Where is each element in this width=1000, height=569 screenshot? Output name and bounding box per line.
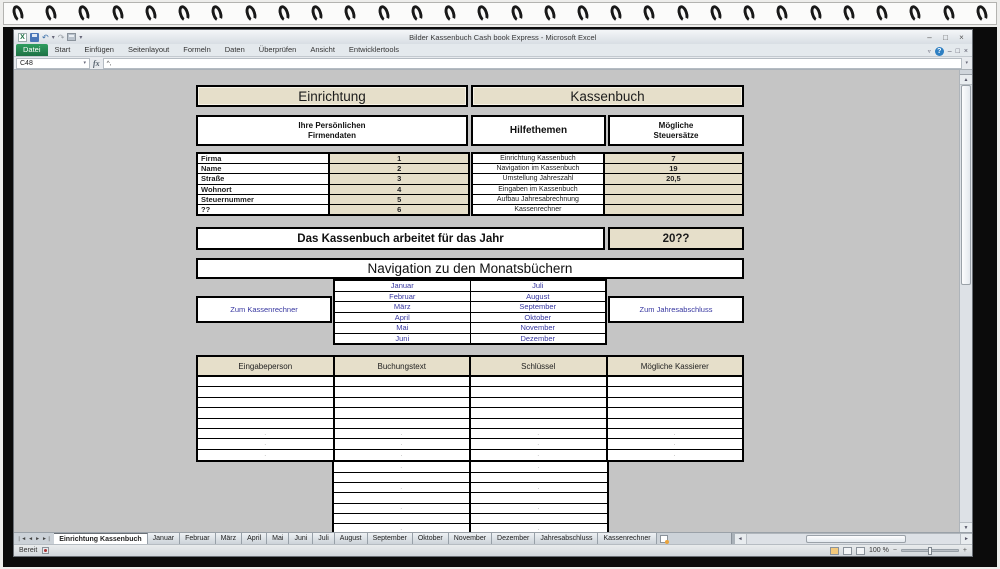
scroll-left-icon[interactable]: ◄	[735, 534, 747, 544]
spiral-ring-icon	[808, 4, 823, 23]
name-box-value: C48	[20, 59, 33, 67]
cell-dot: .	[537, 526, 540, 532]
hilfe-row	[473, 174, 742, 184]
spiral-ring-icon	[44, 4, 59, 23]
spacer-cell	[196, 504, 332, 514]
sheet-tab-oktober[interactable]: Oktober	[413, 533, 449, 544]
spacer-cell	[609, 514, 745, 524]
name-box-dropdown-icon[interactable]: ▾	[83, 60, 86, 66]
firmendaten-value[interactable]: 1	[330, 154, 468, 163]
ribbon-tab-formeln[interactable]: Formeln	[183, 45, 211, 54]
macro-record-icon[interactable]	[42, 547, 49, 554]
fx-icon[interactable]: fx	[93, 58, 100, 68]
page-layout-view-icon[interactable]	[843, 547, 852, 555]
month-link-mai[interactable]: Mai	[335, 323, 471, 333]
spiral-ring-icon	[941, 4, 956, 23]
first-sheet-icon[interactable]: ❘◄	[17, 535, 27, 542]
cell-dot: .	[400, 441, 403, 448]
window-title: Bilder Kassenbuch Cash book Express - Microsoft Excel	[409, 32, 597, 42]
excel-window	[14, 30, 972, 556]
cell-dot: .	[537, 463, 540, 470]
next-sheet-icon[interactable]: ►	[35, 535, 41, 542]
cell-dot: .	[400, 505, 403, 512]
empty-cell[interactable]	[608, 387, 743, 397]
sheet-tab-mai[interactable]: Mai	[267, 533, 289, 544]
spacer-cell	[609, 524, 745, 532]
table-row	[198, 387, 742, 397]
empty-cell[interactable]	[335, 429, 472, 439]
month-link-august[interactable]: August	[526, 291, 550, 301]
minimize-button[interactable]: –	[927, 32, 932, 42]
table-row	[198, 408, 742, 418]
month-link-januar[interactable]: Januar	[335, 281, 471, 291]
spiral-ring-icon	[775, 4, 790, 23]
empty-cell[interactable]	[608, 429, 743, 439]
month-link-oktober[interactable]: Oktober	[524, 312, 552, 322]
cell-dot: .	[400, 526, 403, 532]
month-link-april[interactable]: April	[335, 313, 471, 323]
status-bar	[14, 544, 972, 556]
steuersatz-value[interactable]: 7	[605, 154, 742, 163]
empty-cell[interactable]	[198, 439, 335, 449]
ribbon-tab-bar	[14, 44, 972, 57]
column-header-steuersaetze	[608, 115, 744, 146]
steuersatz-value[interactable]	[605, 185, 742, 194]
status-bar-right	[830, 547, 967, 555]
spiral-ring-icon	[310, 4, 325, 23]
sheet-tab-einrichtung-kassenbuch[interactable]: Einrichtung Kassenbuch	[54, 533, 147, 544]
empty-cell[interactable]	[608, 398, 743, 408]
cell-dot: .	[400, 430, 403, 437]
kassierer-table	[196, 355, 744, 532]
scroll-up-icon[interactable]: ▲	[960, 75, 972, 85]
empty-cell[interactable]	[471, 398, 608, 408]
jahresabschluss-link[interactable]: Zum Jahresabschluss	[608, 296, 744, 323]
firmendaten-line2: Firmendaten	[307, 130, 356, 140]
zoom-slider[interactable]	[901, 549, 959, 552]
empty-cell[interactable]	[335, 419, 472, 429]
sheet-tab-bar	[14, 532, 972, 544]
zoom-slider-thumb[interactable]	[928, 547, 932, 555]
month-link-m-rz[interactable]: März	[335, 302, 471, 312]
sheet-tab-dezember[interactable]: Dezember	[492, 533, 535, 544]
redo-icon[interactable]: ↷	[57, 32, 65, 42]
spacer-cell	[609, 462, 745, 472]
hilfe-topic[interactable]: Einrichtung Kassenbuch	[473, 154, 605, 163]
cell-dot: .	[673, 430, 676, 437]
empty-cell[interactable]	[471, 450, 608, 460]
steuersatz-value[interactable]: 20,5	[605, 174, 742, 183]
empty-cell[interactable]	[608, 419, 743, 429]
spacer-cell	[609, 493, 745, 503]
ribbon-tabs	[16, 44, 406, 56]
sheet-tab-januar[interactable]: Januar	[148, 533, 180, 544]
workbook-close-icon[interactable]: ×	[963, 48, 968, 55]
firmendaten-table	[196, 152, 470, 216]
spacer-cell	[196, 493, 332, 503]
table-row	[198, 419, 742, 429]
empty-cell[interactable]	[608, 377, 743, 387]
spiral-ring-icon	[409, 4, 424, 23]
hilfe-row	[473, 195, 742, 205]
month-row	[335, 334, 605, 344]
undo-icon[interactable]: ↶	[42, 32, 49, 42]
ribbon-tab-start[interactable]: Start	[54, 45, 71, 54]
spiral-ring-icon	[509, 4, 524, 23]
empty-cell[interactable]	[471, 504, 609, 514]
ribbon-tab-entwicklertools[interactable]: Entwicklertools	[348, 45, 399, 54]
empty-cell[interactable]	[471, 462, 609, 472]
empty-cell[interactable]	[471, 439, 608, 449]
hilfe-topic[interactable]: Navigation im Kassenbuch	[473, 164, 605, 173]
ribbon-tab-berpr-fen[interactable]: Überprüfen	[258, 45, 297, 54]
table-row	[196, 483, 744, 493]
undo-dropdown-icon[interactable]: ▾	[51, 34, 55, 41]
firmendaten-label: Steuernummer	[198, 195, 330, 204]
sheet-tabs	[54, 533, 656, 544]
empty-cell[interactable]	[471, 473, 609, 483]
cell-dot: .	[400, 463, 403, 470]
spacer-cell	[196, 473, 332, 483]
kassierer-header-m-gliche-kassierer: Mögliche Kassierer	[640, 361, 709, 371]
name-box[interactable]	[16, 58, 90, 69]
empty-cell[interactable]	[471, 429, 608, 439]
spiral-ring-icon	[908, 4, 923, 23]
hilfe-topic[interactable]: Aufbau Jahresabrechnung	[473, 195, 605, 204]
qat-customize-icon[interactable]: ▾	[79, 34, 83, 41]
vertical-scroll-thumb[interactable]	[961, 85, 971, 285]
firmendaten-value[interactable]: 4	[330, 185, 468, 194]
spiral-ring-icon	[576, 4, 591, 23]
empty-cell[interactable]	[332, 524, 472, 532]
empty-cell[interactable]	[471, 514, 609, 524]
table-row	[198, 450, 742, 460]
empty-cell[interactable]	[335, 377, 472, 387]
month-row	[335, 323, 605, 334]
empty-cell[interactable]	[471, 377, 608, 387]
spiral-ring-icon	[974, 4, 989, 23]
zoom-out-icon[interactable]: −	[892, 547, 897, 554]
month-link-september[interactable]: September	[519, 302, 557, 312]
month-link-juli[interactable]: Juli	[532, 281, 544, 291]
scroll-right-icon[interactable]: ►	[960, 534, 972, 544]
cell-dot: .	[537, 484, 540, 491]
table-row	[198, 439, 742, 449]
kassierer-header-eingabeperson: Eingabeperson	[198, 357, 335, 375]
kassierer-table-middle-body	[196, 462, 744, 532]
hilfe-row	[473, 154, 742, 164]
cell-dot: .	[537, 441, 540, 448]
spiral-ring-icon	[144, 4, 159, 23]
ribbon-collapse-icon[interactable]: ▿	[927, 49, 931, 55]
firmendaten-label: Wohnort	[198, 185, 330, 194]
ribbon-tab-seitenlayout[interactable]: Seitenlayout	[127, 45, 170, 54]
print-preview-icon[interactable]	[67, 33, 76, 41]
spiral-ring-icon	[742, 4, 757, 23]
worksheet-area[interactable]	[14, 70, 972, 532]
column-header-hilfethemen	[471, 115, 606, 146]
ribbon-tab-einf-gen[interactable]: Einfügen	[84, 45, 114, 54]
tab-bar-spacer	[671, 533, 731, 544]
month-link-februar[interactable]: Februar	[335, 292, 471, 302]
empty-cell[interactable]	[335, 398, 472, 408]
table-row	[196, 524, 744, 532]
empty-cell[interactable]	[198, 419, 335, 429]
empty-cell[interactable]	[198, 429, 335, 439]
cell-dot: .	[264, 441, 267, 448]
firmendaten-row	[198, 174, 468, 184]
empty-cell[interactable]	[335, 439, 472, 449]
firmendaten-value[interactable]: 2	[330, 164, 468, 173]
table-row	[198, 377, 742, 387]
firmendaten-value[interactable]: 3	[330, 174, 468, 183]
months-nav-table	[333, 279, 607, 345]
spacer-cell	[196, 462, 332, 472]
empty-cell[interactable]	[608, 439, 743, 449]
zoom-level: 100 %	[868, 547, 889, 554]
spacer-cell	[609, 473, 745, 483]
cell-dot: .	[264, 430, 267, 437]
firmendaten-row	[198, 164, 468, 174]
spacer-cell	[196, 483, 332, 493]
firmendaten-label: Straße	[198, 174, 330, 183]
empty-cell[interactable]	[471, 524, 609, 532]
spiral-ring-icon	[343, 4, 358, 23]
formula-bar	[14, 57, 972, 70]
help-icon[interactable]: ?	[935, 47, 944, 56]
cell-dot: .	[264, 451, 267, 458]
quick-access-toolbar	[18, 33, 82, 42]
sheet-tab-navigation	[14, 533, 54, 544]
window-controls	[923, 32, 968, 42]
sheet-tab-september[interactable]: September	[368, 533, 413, 544]
firmendaten-label: ??	[198, 205, 330, 214]
empty-cell[interactable]	[471, 483, 609, 493]
month-link-november[interactable]: November	[520, 323, 556, 333]
status-mode: Bereit	[19, 547, 38, 554]
column-header-firmendaten	[196, 115, 468, 146]
cell-dot: .	[537, 451, 540, 458]
steuersaetze-line1: Mögliche	[658, 120, 694, 130]
empty-cell[interactable]	[198, 450, 335, 460]
empty-cell[interactable]	[198, 377, 335, 387]
month-row	[335, 302, 605, 313]
empty-cell[interactable]	[332, 483, 472, 493]
empty-cell[interactable]	[608, 408, 743, 418]
table-row	[198, 398, 742, 408]
ribbon-right-controls	[928, 47, 970, 56]
spiral-ring-icon	[709, 4, 724, 23]
spiral-ring-icon	[110, 4, 125, 23]
close-button[interactable]: ×	[959, 32, 964, 42]
empty-cell[interactable]	[198, 398, 335, 408]
sheet-tab-jahresabschluss[interactable]: Jahresabschluss	[535, 533, 598, 544]
spiral-ring-icon	[642, 4, 657, 23]
ribbon-tab-ansicht[interactable]: Ansicht	[310, 45, 335, 54]
spiral-ring-icon	[276, 4, 291, 23]
sheet-tab-m-rz[interactable]: März	[216, 533, 243, 544]
spiral-binding	[3, 2, 997, 25]
kassierer-header-buchungstext: Buchungstext	[335, 357, 472, 375]
steuersatz-value[interactable]	[605, 205, 742, 214]
formula-bar-expand-icon[interactable]: ▾	[965, 60, 968, 66]
insert-worksheet-icon	[660, 535, 668, 543]
cell-dot: .	[537, 505, 540, 512]
formula-input[interactable]: ^,	[103, 58, 963, 69]
spiral-ring-icon	[476, 4, 491, 23]
cell-dot: .	[673, 441, 676, 448]
spiral-ring-icon	[376, 4, 391, 23]
firmendaten-row	[198, 154, 468, 164]
sheet-tab-august[interactable]: August	[335, 533, 368, 544]
months-nav-header: Navigation zu den Monatsbüchern	[196, 258, 744, 279]
vertical-scrollbar[interactable]	[959, 70, 972, 532]
kassierer-header-schl-ssel: Schlüssel	[471, 357, 608, 375]
empty-cell[interactable]	[198, 387, 335, 397]
hilfethemen-label: Hilfethemen	[509, 125, 568, 136]
horizontal-scroll-thumb[interactable]	[806, 535, 906, 543]
section-header-einrichtung[interactable]: Einrichtung	[196, 85, 468, 107]
firmendaten-label: Firma	[198, 154, 330, 163]
spacer-cell	[196, 514, 332, 524]
cell-dot: .	[673, 451, 676, 458]
spacer-cell	[609, 483, 745, 493]
ribbon-tab-daten[interactable]: Daten	[224, 45, 245, 54]
zoom-in-icon[interactable]: +	[962, 547, 967, 554]
empty-cell[interactable]	[471, 387, 608, 397]
workbook-restore-icon[interactable]: □	[955, 48, 960, 55]
spiral-ring-icon	[11, 4, 26, 23]
spiral-ring-icon	[177, 4, 192, 23]
month-row	[335, 281, 605, 292]
spiral-ring-icon	[875, 4, 890, 23]
firmendaten-row	[198, 185, 468, 195]
sheet-tab-kassenrechner[interactable]: Kassenrechner	[598, 533, 656, 544]
cell-dot: .	[400, 484, 403, 491]
insert-worksheet-button[interactable]	[657, 533, 671, 544]
steuersaetze-line2: Steuersätze	[653, 130, 699, 140]
month-link-juni[interactable]: Juni	[335, 334, 471, 344]
workbook-minimize-icon[interactable]: –	[947, 48, 952, 55]
empty-cell[interactable]	[332, 504, 472, 514]
firmendaten-row	[198, 205, 468, 214]
empty-cell[interactable]	[335, 387, 472, 397]
kassenrechner-link[interactable]: Zum Kassenrechner	[196, 296, 332, 323]
sheet-tab-juli[interactable]: Juli	[313, 533, 335, 544]
cell-dot: .	[400, 451, 403, 458]
save-icon[interactable]	[30, 33, 39, 42]
spiral-ring-icon	[542, 4, 557, 23]
empty-cell[interactable]	[332, 473, 472, 483]
empty-cell[interactable]	[332, 462, 472, 472]
empty-cell[interactable]	[471, 408, 608, 418]
table-row	[196, 504, 744, 514]
year-banner-label: Das Kassenbuch arbeitet für das Jahr	[196, 227, 605, 250]
firmendaten-row	[198, 195, 468, 205]
page-break-view-icon[interactable]	[856, 547, 865, 555]
table-row	[196, 473, 744, 483]
table-row	[196, 493, 744, 503]
prev-sheet-icon[interactable]: ◄	[28, 535, 34, 542]
empty-cell[interactable]	[332, 493, 472, 503]
empty-cell[interactable]	[471, 419, 608, 429]
title-bar	[14, 30, 972, 44]
firmendaten-value[interactable]: 5	[330, 195, 468, 204]
spiral-ring-icon	[77, 4, 92, 23]
ribbon-tab-datei[interactable]: Datei	[16, 44, 48, 56]
section-header-kassenbuch[interactable]: Kassenbuch	[471, 85, 744, 107]
empty-cell[interactable]	[332, 514, 472, 524]
scroll-down-icon[interactable]: ▼	[960, 522, 972, 532]
hilfe-topic[interactable]: Umstellung Jahreszahl	[473, 174, 605, 183]
month-link-dezember[interactable]: Dezember	[520, 333, 556, 343]
table-row	[198, 429, 742, 439]
hilfe-row	[473, 205, 742, 214]
empty-cell[interactable]	[608, 450, 743, 460]
normal-view-icon[interactable]	[830, 547, 839, 555]
spacer-cell	[196, 524, 332, 532]
sheet-tab-juni[interactable]: Juni	[289, 533, 313, 544]
spiral-ring-icon	[443, 4, 458, 23]
spiral-ring-icon	[841, 4, 856, 23]
kassierer-table-header	[196, 355, 744, 377]
empty-cell[interactable]	[335, 408, 472, 418]
spiral-ring-icon	[243, 4, 258, 23]
sheet-tab-november[interactable]: November	[449, 533, 492, 544]
horizontal-scrollbar[interactable]	[735, 533, 972, 544]
year-banner-value[interactable]: 20??	[608, 227, 744, 250]
table-row	[196, 514, 744, 524]
restore-button[interactable]: □	[943, 32, 948, 42]
hilfe-row	[473, 185, 742, 195]
cell-dot: .	[537, 430, 540, 437]
empty-cell[interactable]	[471, 493, 609, 503]
last-sheet-icon[interactable]: ►❘	[42, 535, 52, 542]
sheet-tab-april[interactable]: April	[242, 533, 267, 544]
spiral-ring-icon	[675, 4, 690, 23]
sheet-tab-februar[interactable]: Februar	[180, 533, 216, 544]
spacer-cell	[609, 504, 745, 514]
firmendaten-label: Name	[198, 164, 330, 173]
steuersatz-value[interactable]: 19	[605, 164, 742, 173]
firmendaten-line1: Ihre Persönlichen	[298, 120, 366, 130]
hilfe-topic[interactable]: Eingaben im Kassenbuch	[473, 185, 605, 194]
spiral-ring-icon	[609, 4, 624, 23]
month-row	[335, 313, 605, 324]
firmendaten-value[interactable]: 6	[330, 205, 468, 214]
hilfe-row	[473, 164, 742, 174]
kassierer-table-body	[196, 377, 744, 462]
hilfe-topic[interactable]: Kassenrechner	[473, 205, 605, 214]
table-row	[196, 462, 744, 472]
excel-logo-icon: X	[18, 33, 27, 42]
empty-cell[interactable]	[198, 408, 335, 418]
empty-cell[interactable]	[335, 450, 472, 460]
month-row	[335, 292, 605, 303]
spiral-ring-icon	[210, 4, 225, 23]
hilfethemen-table	[471, 152, 744, 216]
steuersatz-value[interactable]	[605, 195, 742, 204]
